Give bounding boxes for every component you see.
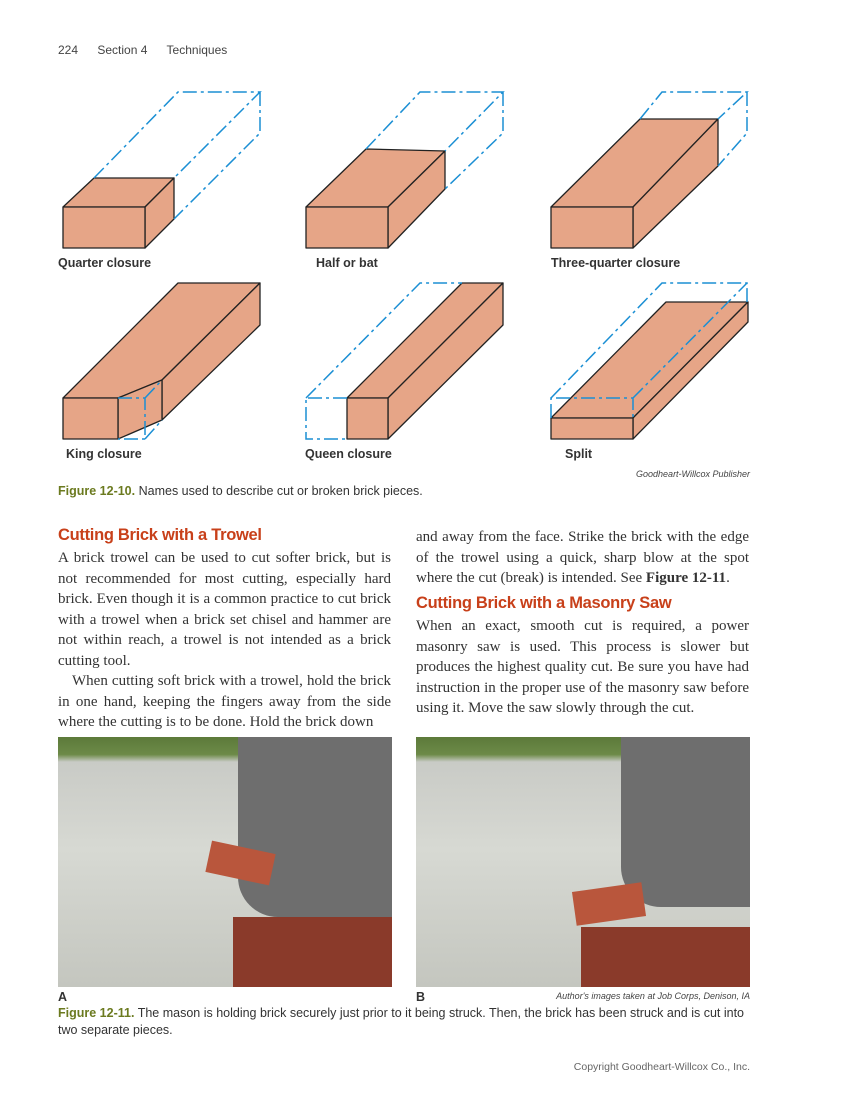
photo-b: [416, 737, 750, 987]
figure-reference: Figure 12-11: [645, 570, 727, 586]
right-column-text: [416, 527, 749, 589]
left-column-text: [58, 548, 391, 733]
caption-text: Names used to describe cut or broken brick pieces.: [138, 484, 423, 498]
label-king-closure: King closure: [66, 447, 142, 461]
split-brick: [551, 302, 748, 439]
heading-masonry-saw: Cutting Brick with a Masonry Saw: [416, 594, 672, 612]
copyright-footer: Copyright Goodheart-Willcox Co., Inc.: [573, 1061, 750, 1073]
figure-12-11-caption: [58, 1005, 758, 1039]
page-number: 224: [58, 43, 79, 57]
person-shirt: [238, 737, 392, 917]
photo-a: [58, 737, 392, 987]
figure-12-10-caption: [58, 483, 423, 500]
period: .: [726, 570, 730, 586]
right-column-text-2: [416, 616, 749, 719]
three-quarter-closure-brick: [551, 119, 718, 248]
label-quarter-closure: Quarter closure: [58, 256, 152, 270]
figure-number: Figure 12-10.: [58, 484, 136, 498]
king-closure-brick: [63, 283, 260, 439]
broken-brick: [572, 882, 646, 925]
heading-trowel: Cutting Brick with a Trowel: [58, 526, 262, 544]
paragraph: When cutting soft brick with a trowel, hold the brick in one hand, keeping the fingers away from the side where the cutting is to be done. Hold the brick down: [58, 673, 391, 730]
section-label: Section 4: [97, 43, 148, 57]
label-split: Split: [565, 447, 593, 461]
caption-text: The mason is holding brick securely just prior to it being struck. Then, the brick has been struck and is cut into two separate pieces.: [58, 1006, 744, 1037]
label-three-quarter-closure: Three-quarter closure: [551, 256, 681, 270]
chapter-label: Techniques: [166, 43, 228, 57]
half-bat-brick: [306, 149, 445, 248]
paragraph: A brick trowel can be used to cut softer brick, but is not recommended for most cutting, especially hard brick. Even though it is a common practice to cut brick with a trowel when a brick set chisel and hammer are not within reach, a trowel is not intended as a brick cutting tool.: [58, 550, 391, 669]
brick-pile: [581, 927, 750, 987]
photo-label-a: A: [58, 990, 68, 1004]
paragraph: When an exact, smooth cut is required, a power masonry saw is used. This process is slower but produces the highest quality cut. Be sure you have had instruction in the proper use of the masonry saw before using it. Move the saw slowly through the cut.: [416, 618, 749, 716]
figure-number: Figure 12-11.: [58, 1006, 135, 1020]
brick-cuts-diagram: [0, 0, 849, 470]
quarter-closure-brick: [63, 178, 174, 248]
label-queen-closure: Queen closure: [305, 447, 392, 461]
figure-credit: Goodheart-Willcox Publisher: [636, 469, 750, 479]
paragraph: and away from the face. Strike the brick with the edge of the trowel using a quick, sharp blow at the spot where the cut (break) is intended. See: [416, 529, 749, 586]
label-half-or-bat: Half or bat: [316, 256, 378, 270]
brick-pile: [233, 917, 392, 987]
photo-credit: Author's images taken at Job Corps, Denison, IA: [556, 991, 750, 1001]
photo-label-b: B: [416, 990, 426, 1004]
queen-closure-brick: [347, 283, 503, 439]
